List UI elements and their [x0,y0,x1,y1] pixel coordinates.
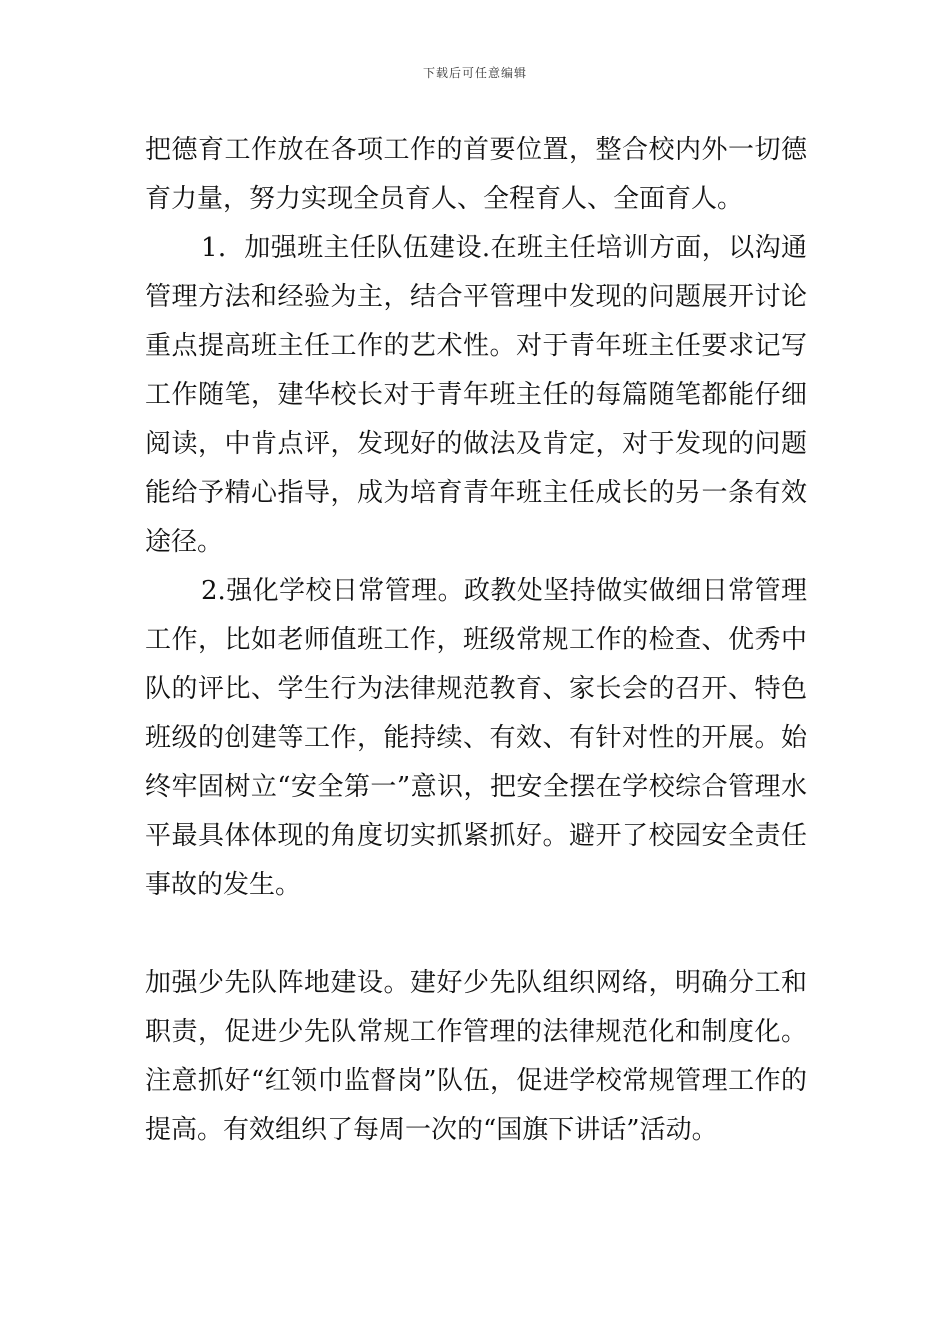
paragraph-class-teacher: 1．加强班主任队伍建设.在班主任培训方面，以沟通管理方法和经验为主，结合平管理中发现的问题展开讨论重点提高班主任工作的艺术性。对于青年班主任要求记写工作随笔，建华校长对于青年班主任的每篇随笔都能仔细阅读，中肯点评，发现好的做法及肯定，对于发现的问题能给予精心指导，成为培育青年班主任成长的另一条有效途径。 [145,233,807,557]
paragraph-spacer [145,910,807,959]
paragraph-young-pioneers: 加强少先队阵地建设。建好少先队组织网络，明确分工和职责，促进少先队常规工作管理的法律规范化和制度化。注意抓好“红领巾监督岗”队伍，促进学校常规管理工作的提高。有效组织了每周一次的“国旗下讲话”活动。 [145,968,807,1145]
page-header: 下载后可任意编辑 [422,66,527,80]
paragraph-daily-management: 2.强化学校日常管理。政教处坚持做实做细日常管理工作，比如老师值班工作，班级常规工作的检查、优秀中队的评比、学生行为法律规范教育、家长会的召开、特色班级的创建等工作，能持续、有效、有针对性的开展。始终牢固树立“安全第一”意识，把安全摆在学校综合管理水平最具体体现的角度切实抓紧抓好。避开了校园安全责任事故的发生。 [145,576,807,900]
paragraph-moral-education: 把德育工作放在各项工作的首要位置，整合校内外一切德育力量，努力实现全员育人、全程育人、全面育人。 [145,135,807,214]
document-body [145,126,807,1155]
